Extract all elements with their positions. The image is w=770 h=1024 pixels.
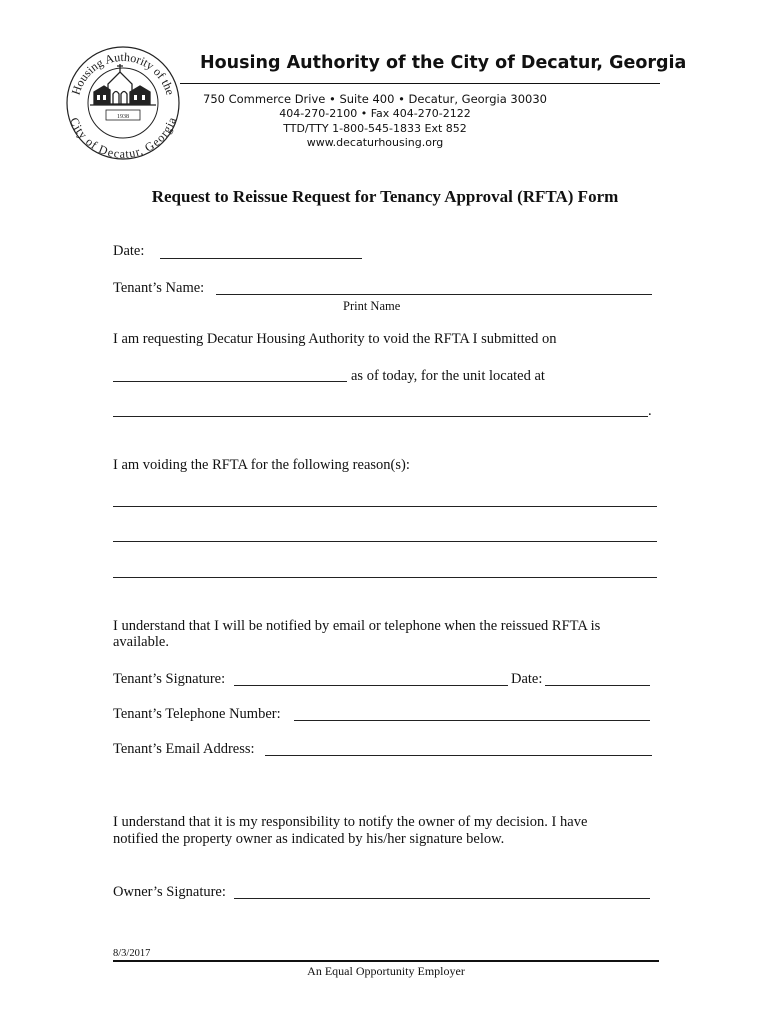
owner-signature-field[interactable] [234, 898, 650, 899]
email-field[interactable] [265, 755, 652, 756]
header-website: www.decaturhousing.org [306, 136, 444, 149]
tenant-name-label: Tenant’s Name: [113, 280, 205, 296]
tenant-name-field[interactable] [216, 294, 652, 295]
responsibility-statement-line-1: I understand that it is my responsibility to notify the owner of my decision. I have [113, 814, 588, 830]
reason-line-3[interactable] [113, 577, 657, 578]
svg-text:Housing Authority of the [69, 50, 178, 97]
housing-authority-seal [64, 44, 182, 162]
as-of-text: as of today, for the unit located at [351, 368, 545, 384]
reason-line-1[interactable] [113, 506, 657, 507]
notification-statement-line-2: available. [113, 634, 169, 650]
footer-rule [113, 960, 659, 962]
email-label: Tenant’s Email Address: [113, 741, 255, 757]
notification-statement-line-1: I understand that I will be notified by email or telephone when the reissued RFTA is [113, 618, 601, 634]
print-name-caption: Print Name [343, 299, 401, 313]
revision-date: 8/3/2017 [113, 948, 151, 959]
header-tty: TTD/TTY 1-800-545-1833 Ext 852 [283, 122, 467, 135]
seal-top-text: Housing Authority of the [68, 49, 178, 97]
signature-date-field[interactable] [545, 685, 650, 686]
unit-address-field[interactable] [113, 416, 648, 417]
tenant-signature-field[interactable] [234, 685, 508, 686]
seal-emblem [64, 44, 182, 162]
address-period: . [648, 403, 652, 419]
equal-opportunity-statement: An Equal Opportunity Employer [307, 964, 465, 978]
header-rule [180, 83, 660, 84]
date-field[interactable] [160, 258, 362, 259]
organization-title: Housing Authority of the City of Decatur, Georgia [200, 53, 687, 73]
seal-bottom-text: City of Decatur, Georgia [67, 115, 179, 161]
form-title: Request to Reissue Request for Tenancy Approval (RFTA) Form [151, 187, 619, 206]
owner-signature-label: Owner’s Signature: [113, 884, 226, 900]
tenant-signature-label: Tenant’s Signature: [113, 671, 226, 687]
seal-year: 1938 [117, 114, 129, 120]
header-address: 750 Commerce Drive • Suite 400 • Decatur, Georgia 30030 [203, 92, 547, 106]
telephone-field[interactable] [294, 720, 650, 721]
date-label: Date: [113, 243, 145, 259]
signature-date-label: Date: [511, 671, 543, 687]
rfta-submitted-date-field[interactable] [113, 381, 347, 382]
responsibility-statement-line-2: notified the property owner as indicated by his/her signature below. [113, 831, 505, 847]
reason-statement: I am voiding the RFTA for the following reason(s): [113, 457, 410, 473]
telephone-label: Tenant’s Telephone Number: [113, 706, 281, 722]
request-statement: I am requesting Decatur Housing Authority to void the RFTA I submitted on [113, 331, 557, 347]
reason-line-2[interactable] [113, 541, 657, 542]
header-phone: 404-270-2100 • Fax 404-270-2122 [279, 107, 471, 120]
